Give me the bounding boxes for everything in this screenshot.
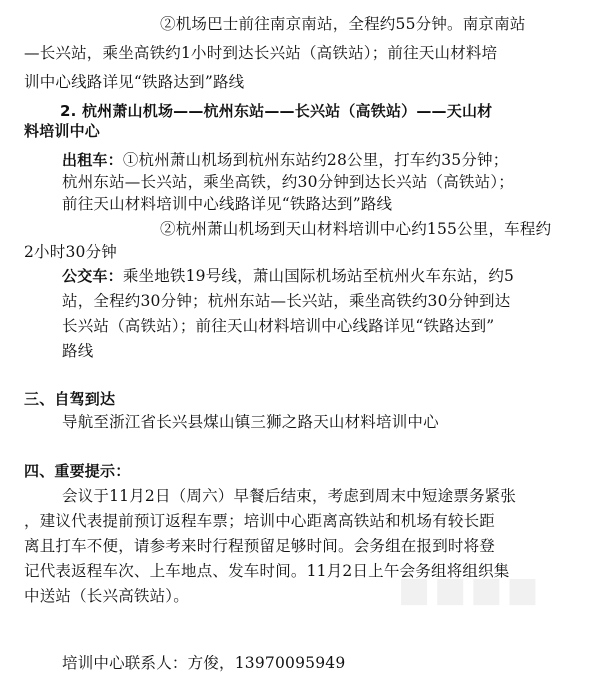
airport-bus-line-2: —长兴站，乘坐高铁约1小时到达长兴站（高铁站）；前往天山材料培 — [24, 44, 498, 62]
bus-line-4: 路线 — [62, 342, 94, 360]
section-3-text: 导航至浙江省长兴县煤山镇三狮之路天山材料培训中心 — [62, 413, 439, 431]
bus-line-3: 长兴站（高铁站）；前往天山材料培训中心线路详见“铁路达到” — [62, 317, 495, 335]
bus-line-1 — [62, 266, 514, 286]
notice-line-5: 中送站（长兴高铁站）。 — [24, 587, 189, 605]
bus-label: 公交车： — [62, 267, 123, 285]
notice-line-3: 离且打车不便，请参考来时行程预留足够时间。会务组在报到时将登 — [24, 537, 496, 555]
bus-line-2: 站，全程约30分钟；杭州东站—长兴站，乘坐高铁约30分钟到达 — [62, 292, 511, 310]
section-4-heading: 四、重要提示： — [24, 462, 131, 480]
notice-line-4: 记代表返程车次、上车地点、发车时间。11月2日上午会务组将组织集 — [24, 562, 510, 580]
airport-bus-line-1: ②机场巴士前往南京南站，全程约55分钟。南京南站 — [160, 15, 526, 33]
bus-text-1: 乘坐地铁19号线，萧山国际机场站至杭州火车东站，约5 — [122, 267, 515, 285]
notice-line-2: ，建议代表提前预订返程车票；培训中心距离高铁站和机场有较长距 — [24, 512, 496, 530]
airport-bus-line-3: 训中心线路详见“铁路达到”路线 — [24, 73, 245, 91]
taxi-line-3: 前往天山材料培训中心线路详见“铁路达到”路线 — [62, 195, 393, 213]
taxi-text-1: ①杭州萧山机场到杭州东站约28公里，打车约35分钟； — [122, 151, 509, 169]
watermark: ■■■■ — [398, 570, 543, 610]
notice-line-1: 会议于11月2日（周六）早餐后结束，考虑到周末中短途票务紧张 — [62, 487, 517, 505]
route-2-title-line-1: 2. 杭州萧山机场——杭州东站——长兴站（高铁站）——天山材 — [60, 102, 493, 120]
taxi-line-5: 2小时30分钟 — [24, 243, 117, 261]
section-3-heading: 三、自驾到达 — [24, 390, 116, 408]
taxi-line-4: ②杭州萧山机场到天山材料培训中心约155公里，车程约 — [160, 220, 552, 238]
taxi-line-2: 杭州东站—长兴站，乘坐高铁，约30分钟到达长兴站（高铁站）； — [62, 173, 514, 191]
taxi-line-1 — [62, 150, 508, 170]
contact-line: 培训中心联系人：方俊，13970095949 — [62, 654, 346, 672]
taxi-label: 出租车： — [62, 151, 123, 169]
route-2-title-line-2: 料培训中心 — [24, 122, 101, 140]
